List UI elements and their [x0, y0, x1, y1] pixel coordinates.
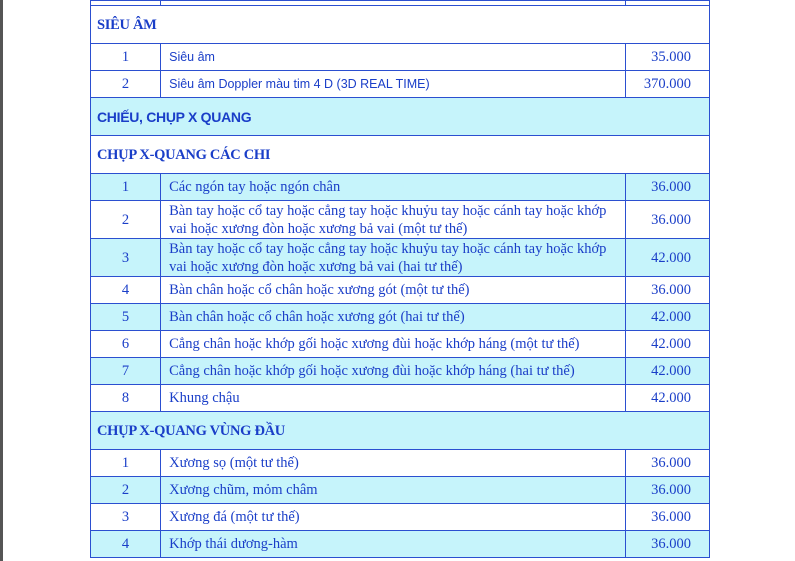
- service-price: 36.000: [625, 277, 709, 304]
- table-row: [91, 277, 710, 304]
- row-number: 2: [91, 201, 161, 239]
- service-price: 42.000: [625, 358, 709, 385]
- service-name: Siêu âm: [161, 44, 626, 71]
- service-price: 42.000: [625, 385, 709, 412]
- service-name: Bàn chân hoặc cổ chân hoặc xương gót (hai tư thế): [161, 304, 626, 331]
- service-name: Bàn tay hoặc cổ tay hoặc cẳng tay hoặc khuỷu tay hoặc cánh tay hoặc khớp vai hoặc xương đòn hoặc xương bả vai (một tư thế): [161, 201, 626, 239]
- table-row: [91, 477, 710, 504]
- service-name: Xương sọ (một tư thế): [161, 450, 626, 477]
- section-row-chieu-chup: [91, 98, 710, 136]
- service-price: 36.000: [625, 174, 709, 201]
- section-row-sieu-am: [91, 6, 710, 44]
- service-name: Bàn tay hoặc cổ tay hoặc cẳng tay hoặc khuỷu tay hoặc cánh tay hoặc khớp vai hoặc xương đòn hoặc xương bả vai (hai tư thế): [161, 239, 626, 277]
- table-row: [91, 201, 710, 239]
- row-number: 1: [91, 174, 161, 201]
- section-row-vung-dau: [91, 412, 710, 450]
- row-number: 3: [91, 504, 161, 531]
- row-number: 5: [91, 304, 161, 331]
- table-row: [91, 358, 710, 385]
- table-row: [91, 174, 710, 201]
- service-name: Cẳng chân hoặc khớp gối hoặc xương đùi hoặc khớp háng (hai tư thế): [161, 358, 626, 385]
- table-row: [91, 44, 710, 71]
- row-number: 2: [91, 71, 161, 98]
- service-price: 370.000: [625, 71, 709, 98]
- row-number: 1: [91, 44, 161, 71]
- table-row: [91, 385, 710, 412]
- service-price: 36.000: [625, 477, 709, 504]
- section-title: SIÊU ÂM: [91, 6, 710, 44]
- table-row: [91, 531, 710, 558]
- table-row: [91, 71, 710, 98]
- row-number: 1: [91, 450, 161, 477]
- service-name: Xương đá (một tư thế): [161, 504, 626, 531]
- row-number: 6: [91, 331, 161, 358]
- service-price: 42.000: [625, 239, 709, 277]
- table-row: [91, 239, 710, 277]
- service-name: Cẳng chân hoặc khớp gối hoặc xương đùi hoặc khớp háng (một tư thế): [161, 331, 626, 358]
- section-row-cac-chi: [91, 136, 710, 174]
- service-price: 42.000: [625, 304, 709, 331]
- service-name: Xương chũm, mỏm châm: [161, 477, 626, 504]
- row-number: 8: [91, 385, 161, 412]
- service-name: Siêu âm Doppler màu tim 4 D (3D REAL TIME): [161, 71, 626, 98]
- table-row: [91, 304, 710, 331]
- row-number: 4: [91, 277, 161, 304]
- table-row: [91, 504, 710, 531]
- row-number: 3: [91, 239, 161, 277]
- row-number: 7: [91, 358, 161, 385]
- service-price: 36.000: [625, 201, 709, 239]
- table-row: [91, 450, 710, 477]
- section-title: CHỤP X-QUANG CÁC CHI: [91, 136, 710, 174]
- service-price: 35.000: [625, 44, 709, 71]
- page-edge: [0, 0, 3, 561]
- row-number: 4: [91, 531, 161, 558]
- service-price: 36.000: [625, 504, 709, 531]
- price-table: [90, 0, 710, 558]
- section-title: CHIẾU, CHỤP X QUANG: [91, 98, 710, 136]
- service-name: Khớp thái dương-hàm: [161, 531, 626, 558]
- service-price: 36.000: [625, 531, 709, 558]
- table-row: [91, 331, 710, 358]
- row-number: 2: [91, 477, 161, 504]
- service-price: 42.000: [625, 331, 709, 358]
- section-title: CHỤP X-QUANG VÙNG ĐẦU: [91, 412, 710, 450]
- service-name: Khung chậu: [161, 385, 626, 412]
- service-price: 36.000: [625, 450, 709, 477]
- service-name: Các ngón tay hoặc ngón chân: [161, 174, 626, 201]
- service-name: Bàn chân hoặc cổ chân hoặc xương gót (một tư thế): [161, 277, 626, 304]
